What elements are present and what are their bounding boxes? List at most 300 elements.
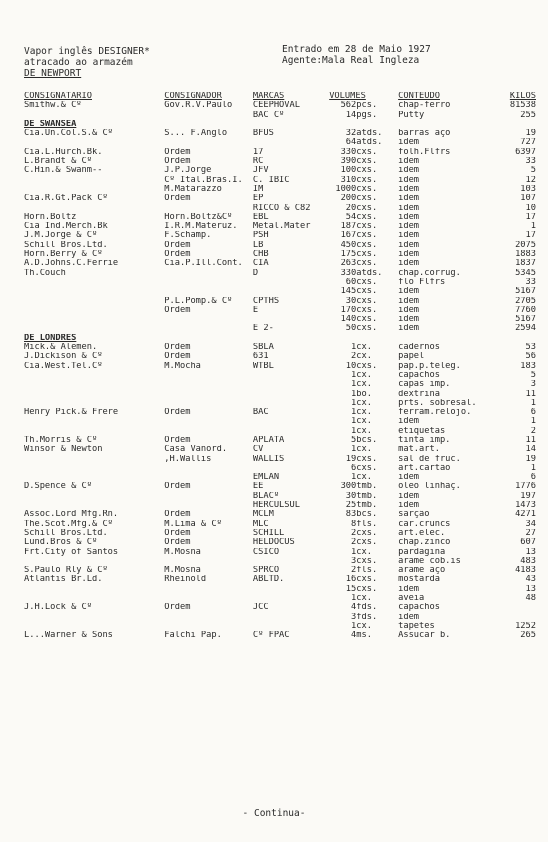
- cell-value: 48: [525, 594, 536, 604]
- manifest-row: [24, 324, 536, 333]
- manifest-row: [24, 157, 536, 166]
- cell-consignor: Ordem: [164, 157, 191, 167]
- cell-marks: EP: [252, 194, 264, 204]
- manifest-row: [24, 166, 536, 175]
- cell-contents: Assucar b.: [398, 631, 451, 641]
- manifest-row: [24, 259, 536, 268]
- cell-contents: mat.art.: [398, 445, 440, 455]
- cell-consignee: Henry Pick.& Frere: [24, 408, 119, 418]
- manifest-row: [24, 306, 536, 315]
- col-volumes: VOLUMES: [329, 92, 366, 101]
- cell-unit: cxs.: [356, 147, 378, 157]
- cell-value: 11: [525, 389, 536, 399]
- cell-value: 1473: [515, 501, 536, 511]
- manifest-row: [24, 213, 536, 222]
- cell-contents: arame aço: [398, 566, 446, 576]
- cell-value: 483: [520, 556, 536, 566]
- cell-value: 14: [525, 445, 536, 455]
- cell-contents: idem: [398, 157, 420, 167]
- cell-value: 1: [530, 222, 536, 232]
- cell-qty: 1: [351, 343, 357, 353]
- manifest-row: [24, 278, 536, 287]
- manifest-row: [24, 204, 536, 213]
- cell-unit: cxs.: [356, 315, 378, 325]
- cell-consignee: J.Dickison & Cº: [24, 352, 103, 362]
- cell-unit: cxs.: [356, 556, 378, 566]
- cell-consignee: [24, 585, 164, 594]
- cell-value: 4183: [515, 566, 536, 576]
- cell-unit: cx.: [356, 398, 372, 408]
- manifest-row: [24, 241, 536, 250]
- cell-unit: cx.: [356, 408, 372, 418]
- cell-contents: capas imp.: [398, 380, 451, 390]
- cell-marks: CPTHS: [252, 296, 280, 306]
- cell-consignor: Ordem: [164, 435, 191, 445]
- cell-unit: cx.: [356, 547, 372, 557]
- cell-marks: C. IBIC: [252, 175, 290, 185]
- cell-consignee: J.H.Lock & Cº: [24, 603, 92, 613]
- cell-contents: idem: [398, 184, 420, 194]
- cell-contents: arame cob.is: [398, 556, 461, 566]
- cell-consignee: [24, 185, 164, 194]
- cell-value: 17: [525, 231, 536, 241]
- manifest-row: [24, 427, 536, 436]
- cell-consignor: J.P.Jorge: [164, 166, 212, 176]
- cell-qty: 64: [345, 138, 357, 148]
- section-heading: DE LONDRES: [24, 333, 77, 343]
- cell-value: 2594: [515, 324, 536, 334]
- cell-marks: [253, 417, 329, 426]
- cell-unit: atds.: [356, 129, 383, 139]
- cell-qty: 330: [340, 268, 357, 278]
- cell-consignee: [24, 324, 164, 333]
- cell-consignor: [164, 287, 253, 296]
- column-header-row: [24, 92, 536, 101]
- col-consignee: CONSIGNATARIO: [24, 92, 92, 101]
- cell-value: 13: [525, 547, 536, 557]
- cell-unit: atds.: [356, 268, 383, 278]
- cell-unit: tmb.: [356, 491, 378, 501]
- cell-contents: barras aço: [398, 129, 451, 139]
- cell-consignee: J.M.Jorge & Cº: [24, 231, 98, 241]
- cell-value: 33: [525, 157, 536, 167]
- cell-unit: cxs.: [356, 259, 378, 269]
- cell-marks: [253, 622, 329, 631]
- cell-consignee: [24, 297, 164, 306]
- cell-consignee: Schill Bros.Ltd.: [24, 528, 108, 538]
- cell-consignee: Cia.L.Hurch.Bk.: [24, 147, 103, 157]
- cell-value: 11: [525, 435, 536, 445]
- manifest-row: [24, 371, 536, 380]
- cell-unit: cxs.: [356, 454, 378, 464]
- cell-consignee: [24, 204, 164, 213]
- cell-unit: fls.: [356, 566, 378, 576]
- cell-consignee: [24, 138, 164, 147]
- cell-consignor: [164, 427, 253, 436]
- cell-consignor: M.Mosna: [164, 566, 201, 576]
- cell-consignor: [164, 380, 253, 389]
- cell-value: 1883: [515, 250, 536, 260]
- cell-value: 3: [530, 380, 536, 390]
- cell-marks: PSH: [252, 231, 269, 241]
- cell-consignee: [24, 613, 164, 622]
- col-value: KILOS: [509, 92, 536, 101]
- cell-marks: LB: [252, 240, 264, 250]
- cell-qty: 263: [340, 259, 357, 269]
- cell-consignee: Horn.Berry & Cº: [24, 250, 103, 260]
- cell-contents: dextrina: [398, 389, 440, 399]
- cell-consignor: [164, 324, 253, 333]
- cell-marks: [253, 371, 329, 380]
- cell-unit: cx.: [356, 370, 372, 380]
- cell-unit: cx.: [356, 445, 372, 455]
- cell-unit: ms.: [356, 631, 372, 641]
- manifest-row: [24, 603, 536, 612]
- manifest-row: [24, 575, 536, 584]
- cell-consignee: [24, 176, 164, 185]
- cell-value: 607: [520, 538, 536, 548]
- cell-consignor: [164, 557, 253, 566]
- cell-value: [487, 613, 536, 622]
- cell-contents: flo Flfrs: [398, 277, 446, 287]
- cell-marks: BAC: [252, 408, 269, 418]
- manifest-row: [24, 297, 536, 306]
- cell-unit: cxs.: [356, 194, 378, 204]
- cell-consignor: [164, 204, 253, 213]
- cell-consignor: Ordem: [164, 408, 191, 418]
- cell-unit: cx.: [356, 473, 372, 483]
- cell-consignor: [164, 278, 253, 287]
- cell-unit: cx.: [356, 621, 372, 631]
- cell-marks: [253, 557, 329, 566]
- cell-unit: tmb.: [356, 501, 378, 511]
- cell-marks: [253, 464, 329, 473]
- cell-contents: idem: [398, 501, 420, 511]
- cell-value: 53: [525, 343, 536, 353]
- cell-consignee: S.Paulo Rly & Cº: [24, 566, 108, 576]
- cell-consignor: Ordem: [164, 482, 191, 492]
- cell-contents: car.cruncs: [398, 519, 451, 529]
- cell-value: 7760: [515, 305, 536, 315]
- cell-marks: BLACº: [252, 491, 280, 501]
- manifest-row: [24, 231, 536, 240]
- cell-marks: WALLIS: [252, 454, 285, 464]
- cell-contents: idem: [398, 222, 420, 232]
- cell-unit: cxs.: [356, 584, 378, 594]
- cell-consignee: Mick.& Alemen.: [24, 343, 98, 353]
- cell-consignee: Cia.West.Tel.Cº: [24, 361, 103, 371]
- cell-consignee: Assoc.Lord Mfg.Rn.: [24, 510, 119, 520]
- cell-value: 6: [530, 408, 536, 418]
- cell-qty: 1: [351, 426, 357, 436]
- vessel-header: [24, 46, 150, 79]
- cell-qty: 310: [340, 175, 357, 185]
- cell-consignor: [164, 585, 253, 594]
- cell-marks: [253, 287, 329, 296]
- manifest-row: [24, 111, 536, 120]
- cell-marks: Cº FPAC: [252, 631, 290, 641]
- cell-consignee: Winsor & Newton: [24, 445, 103, 455]
- cell-contents: mostarda: [398, 575, 440, 585]
- cell-consignor: Casa Vanord.: [164, 445, 228, 455]
- cell-consignor: S... F.Anglo: [164, 129, 228, 139]
- manifest-row: [24, 417, 536, 426]
- cell-consignor: Falchi Pap.: [164, 631, 222, 641]
- section-heading-row: [24, 334, 536, 343]
- cell-value: 12: [525, 175, 536, 185]
- cell-marks: BAC Cº: [252, 110, 285, 120]
- cell-qty: 100: [340, 166, 357, 176]
- cell-consignor: [164, 613, 253, 622]
- cell-qty: 330: [340, 147, 357, 157]
- cell-contents: idem: [398, 305, 420, 315]
- cell-contents: folh.Flfrs: [398, 147, 451, 157]
- cell-marks: RC: [252, 157, 264, 167]
- cell-value: 81538: [509, 101, 536, 111]
- cell-contents: idem: [398, 584, 420, 594]
- cell-consignor: F.Schamp.: [164, 231, 212, 241]
- manifest-row: [24, 343, 536, 352]
- cell-consignor: Ordem: [164, 603, 191, 613]
- cell-contents: idem: [398, 240, 420, 250]
- cell-qty: 1: [351, 473, 357, 483]
- cell-qty: 1: [351, 389, 357, 399]
- cell-consignor: Ordem: [164, 352, 191, 362]
- cell-marks: CV: [252, 445, 264, 455]
- cell-unit: cxs.: [356, 324, 378, 334]
- cell-consignor: Ordem: [164, 305, 191, 315]
- cell-qty: 30: [345, 296, 357, 306]
- cell-value: 2: [530, 426, 536, 436]
- cell-contents: papel: [398, 352, 425, 362]
- cell-unit: cxs.: [356, 575, 378, 585]
- cell-value: 5: [530, 370, 536, 380]
- manifest-row: [24, 464, 536, 473]
- manifest-row: [24, 492, 536, 501]
- manifest-row: [24, 222, 536, 231]
- cell-consignee: Horn.Boltz: [24, 212, 77, 222]
- cell-unit: cx.: [356, 343, 372, 353]
- cell-value: 27: [525, 528, 536, 538]
- cell-qty: 10: [345, 361, 357, 371]
- cell-contents: idem: [398, 491, 420, 501]
- cell-qty: 1: [351, 621, 357, 631]
- cell-contents: pap.p.teleg.: [398, 361, 461, 371]
- cell-consignor: Ordem: [164, 538, 191, 548]
- cell-consignee: [24, 315, 164, 324]
- cell-marks: [253, 594, 329, 603]
- cell-consignee: Frt.City of Santos: [24, 547, 119, 557]
- cell-unit: cxs.: [356, 305, 378, 315]
- cell-marks: SBLA: [252, 343, 274, 353]
- cell-qty: 30: [345, 491, 357, 501]
- cell-consignee: Cia.Un.Col.S.& Cº: [24, 129, 113, 139]
- cell-consignor: [164, 464, 253, 473]
- cell-consignee: [24, 427, 164, 436]
- section-heading-row: [24, 120, 536, 129]
- cell-qty: 20: [345, 203, 357, 213]
- cell-qty: 32: [345, 129, 357, 139]
- cell-marks: ABLTD.: [252, 575, 285, 585]
- cell-unit: cx.: [356, 352, 372, 362]
- cell-consignee: Cia Ind.Merch.Bk: [24, 222, 108, 232]
- cell-contents: idem: [398, 175, 420, 185]
- cell-consignor: Ordem: [164, 240, 191, 250]
- cell-consignor: [164, 138, 253, 147]
- manifest-table: [24, 92, 536, 641]
- cell-value: 34: [525, 519, 536, 529]
- cell-consignee: L.Brandt & Cº: [24, 157, 92, 167]
- cell-consignee: [24, 492, 164, 501]
- continues-note: - Continua-: [242, 808, 306, 819]
- cell-unit: fds.: [356, 603, 378, 613]
- cell-qty: 2: [351, 352, 357, 362]
- cell-qty: 6: [351, 463, 357, 473]
- cell-unit: cx.: [356, 594, 372, 604]
- cell-contents: idem: [398, 231, 420, 241]
- cell-consignor: Ordem: [164, 528, 191, 538]
- cell-value: 10: [525, 203, 536, 213]
- cell-contents: chap.corrug.: [398, 268, 461, 278]
- cell-value: 1776: [515, 482, 536, 492]
- cell-contents: aveia: [398, 594, 425, 604]
- cell-unit: fls.: [356, 519, 378, 529]
- cell-marks: [253, 613, 329, 622]
- manifest-row: [24, 250, 536, 259]
- cell-value: 5345: [515, 268, 536, 278]
- cell-marks: WTBL: [252, 361, 274, 371]
- cell-marks: EMLAN: [252, 473, 280, 483]
- cell-value: 103: [520, 184, 536, 194]
- cell-consignor: Ordem: [164, 194, 191, 204]
- manifest-row: [24, 631, 536, 640]
- cell-qty: 1: [351, 398, 357, 408]
- cell-consignor: [164, 371, 253, 380]
- cell-marks: MLC: [252, 519, 269, 529]
- cell-consignee: A.D.Johns.C.Ferrie: [24, 259, 119, 269]
- cell-consignee: [24, 111, 164, 120]
- cell-value: 255: [520, 110, 536, 120]
- cell-contents: idem: [398, 250, 420, 260]
- cell-consignor: P.L.Pomp.& Cº: [164, 296, 233, 306]
- cell-contents: idem: [398, 296, 420, 306]
- cell-consignee: [24, 380, 164, 389]
- cell-qty: 60: [345, 277, 357, 287]
- manifest-row: [24, 408, 536, 417]
- cell-consignee: Schill Bros.Ltd.: [24, 240, 108, 250]
- cell-unit: cxs.: [356, 184, 378, 194]
- cell-qty: 3: [351, 556, 357, 566]
- manifest-row: [24, 566, 536, 575]
- cell-value: 43: [525, 575, 536, 585]
- cell-marks: [253, 390, 329, 399]
- cell-marks: CHB: [252, 250, 269, 260]
- cell-marks: EBL: [252, 212, 269, 222]
- cell-unit: pgs.: [356, 110, 378, 120]
- cell-consignee: [24, 473, 164, 482]
- cell-qty: 15: [345, 584, 357, 594]
- cell-value: 107: [520, 194, 536, 204]
- cell-contents: art.elec.: [398, 528, 446, 538]
- cell-consignor: [164, 111, 253, 120]
- cell-consignor: M.Matarazzo: [164, 184, 222, 194]
- cell-consignee: [24, 399, 164, 408]
- cell-qty: 450: [340, 240, 357, 250]
- cell-unit: cxs.: [356, 361, 378, 371]
- manifest-row: [24, 538, 536, 547]
- entry-header: [282, 44, 431, 66]
- cell-unit: cxs.: [356, 250, 378, 260]
- cell-consignee: Atlantis Br.Ld.: [24, 575, 103, 585]
- cell-contents: idem: [398, 324, 420, 334]
- cell-unit: bcs.: [356, 510, 378, 520]
- cell-value: 33: [525, 277, 536, 287]
- cell-consignee: [24, 390, 164, 399]
- cell-consignor: I.R.M.Materuz.: [164, 222, 238, 232]
- cell-unit: cxs.: [356, 277, 378, 287]
- cell-value: 6397: [515, 147, 536, 157]
- cell-consignor: Cº Ital.Bras.I.: [164, 175, 243, 185]
- cell-unit: pcs.: [356, 101, 378, 111]
- manifest-row: [24, 445, 536, 454]
- cell-consignee: [24, 371, 164, 380]
- manifest-row: [24, 287, 536, 296]
- cell-marks: E: [252, 305, 259, 315]
- cell-contents: idem: [398, 315, 420, 325]
- cell-unit: fds.: [356, 612, 378, 622]
- cell-unit: cxs.: [356, 463, 378, 473]
- cell-consignee: [24, 501, 164, 510]
- cell-consignee: [24, 417, 164, 426]
- manifest-row: [24, 101, 536, 110]
- cell-unit: cx.: [356, 380, 372, 390]
- manifest-row: [24, 529, 536, 538]
- manifest-row: [24, 557, 536, 566]
- cell-qty: 19: [345, 454, 357, 464]
- cell-marks: [253, 399, 329, 408]
- cell-consignor: [164, 594, 253, 603]
- entry-date-line: Entrado em 28 de Maio 1927: [282, 44, 431, 55]
- cell-consignor: Gov.R.V.Paulo: [164, 101, 233, 111]
- cell-contents: oleo linhaç.: [398, 482, 461, 492]
- cell-contents: idem: [398, 259, 420, 269]
- cell-consignor: Rheinold: [164, 575, 207, 585]
- cell-unit: cxs.: [356, 240, 378, 250]
- col-contents: CONTEUDO: [398, 92, 440, 101]
- manifest-row: [24, 501, 536, 510]
- manifest-row: [24, 380, 536, 389]
- manifest-row: [24, 352, 536, 361]
- cell-contents: idem: [398, 417, 420, 427]
- cell-marks: JFV: [252, 166, 269, 176]
- cell-qty: 4: [351, 603, 357, 613]
- cell-contents: chap.zinco: [398, 538, 451, 548]
- col-consignor: CONSIGNADOR: [164, 92, 222, 101]
- cell-unit: cxs.: [356, 212, 378, 222]
- cell-unit: cxs.: [356, 538, 378, 548]
- cell-qty: 145: [340, 287, 357, 297]
- cell-value: 2075: [515, 240, 536, 250]
- cell-qty: 140: [340, 315, 357, 325]
- cell-marks: MCLM: [252, 510, 274, 520]
- cell-marks: E 2-: [252, 324, 274, 334]
- cell-marks: [253, 315, 329, 324]
- manifest-row: [24, 390, 536, 399]
- cell-value: 197: [520, 491, 536, 501]
- cell-qty: 25: [345, 501, 357, 511]
- cell-consignee: L...Warner & Sons: [24, 631, 113, 641]
- manifest-row: [24, 194, 536, 203]
